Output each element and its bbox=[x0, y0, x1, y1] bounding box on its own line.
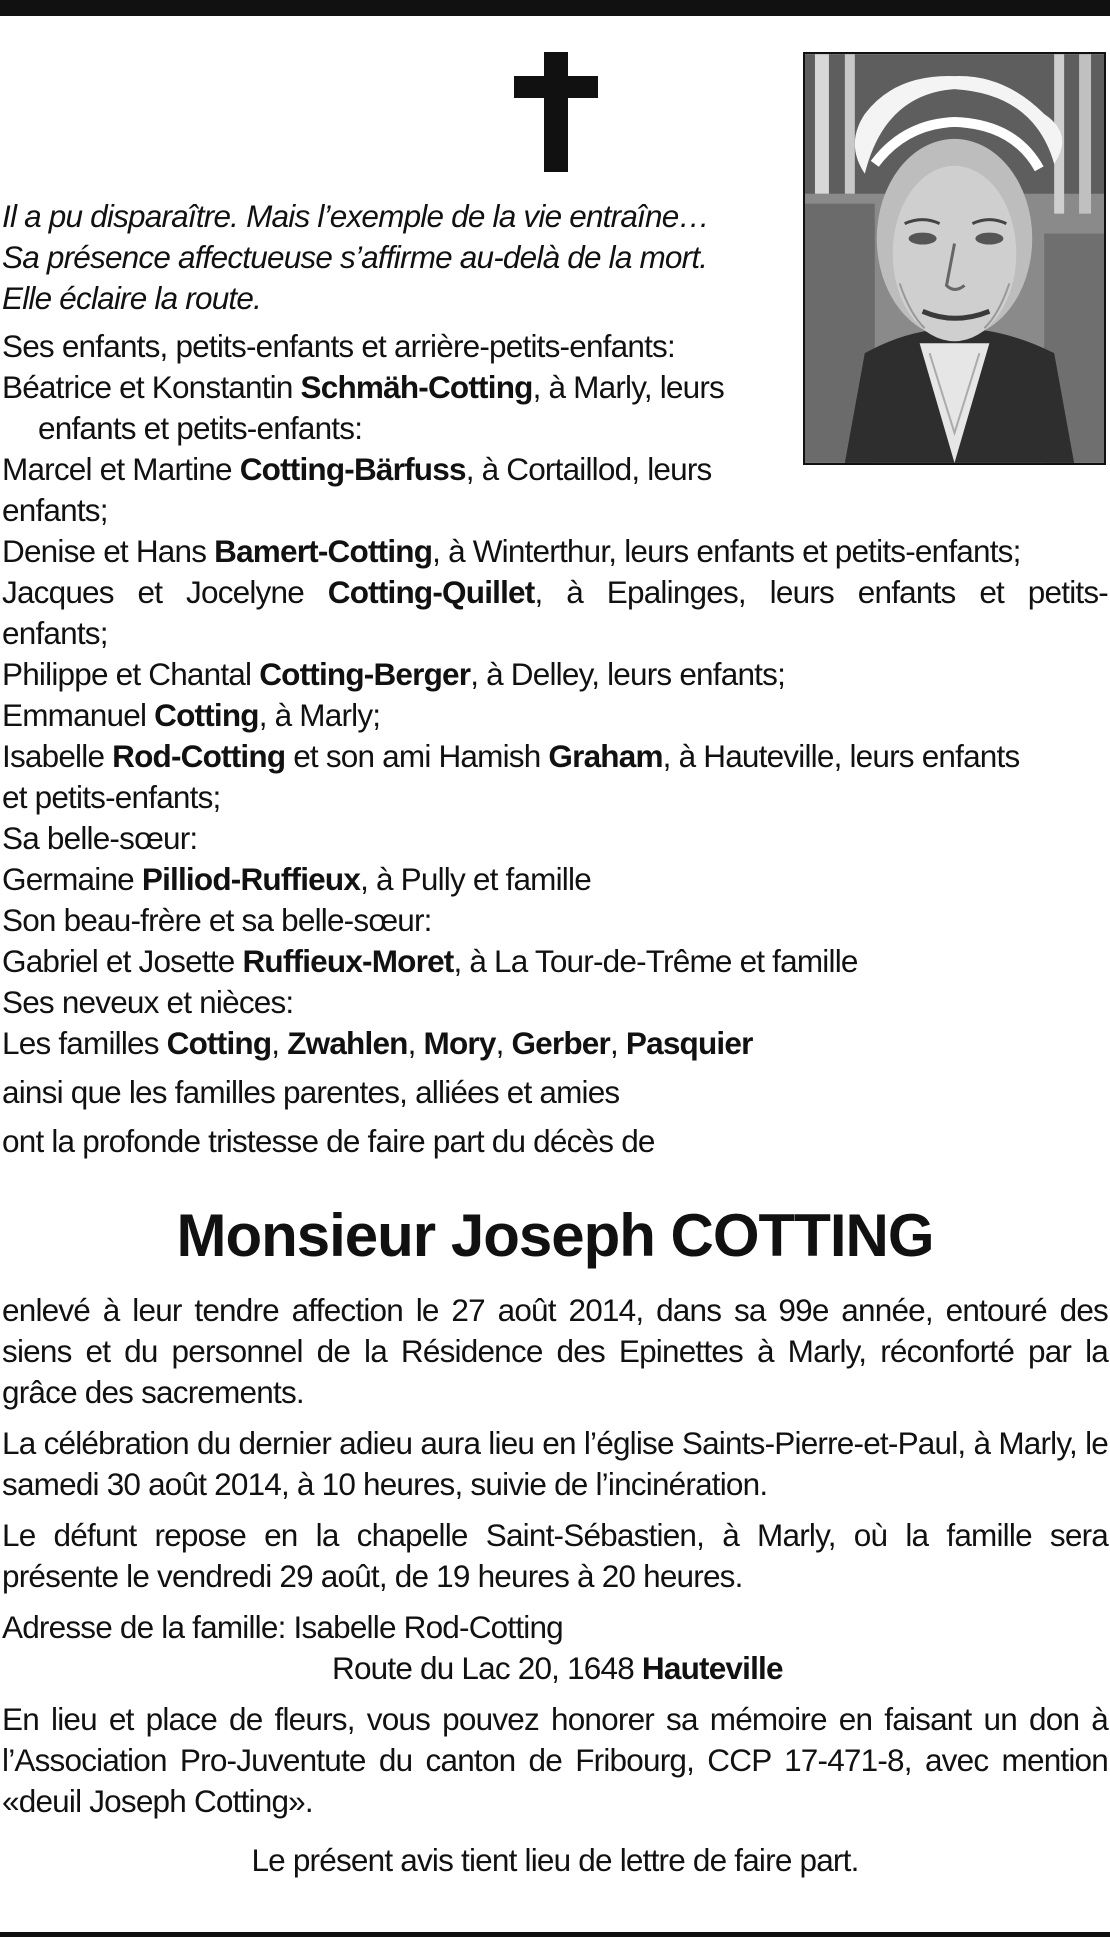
family-entry-cont: enfants; bbox=[2, 615, 108, 651]
address-city: Hauteville bbox=[641, 1650, 783, 1686]
family-name: Rod-Cotting bbox=[112, 738, 286, 774]
entry-text: , à Pully et famille bbox=[360, 861, 591, 897]
entry-text: Denise et Hans bbox=[2, 533, 215, 569]
family-entry bbox=[2, 695, 1108, 736]
family-name: Cotting-Quillet bbox=[327, 574, 535, 610]
family-entry bbox=[2, 736, 1108, 777]
family-entry bbox=[2, 1023, 1108, 1064]
family-name: Cotting bbox=[166, 1025, 272, 1061]
family-name: Pasquier bbox=[625, 1025, 753, 1061]
entry-text: Jacques et Jocelyne bbox=[2, 574, 328, 610]
entry-text: , à Cortaillod, leurs bbox=[465, 451, 712, 487]
entry-text: Philippe et Chantal bbox=[2, 656, 260, 692]
family-list bbox=[2, 326, 1108, 1162]
paragraph-ceremony: La célébration du dernier adieu aura lieu en l’église Saints-Pierre-et-Paul, à Marly, le samedi 30 août 2014, à 10 heures, suivie de l’incinération. bbox=[2, 1425, 1108, 1502]
entry-text: et son ami Hamish bbox=[285, 738, 549, 774]
announce-line: ont la profonde tristesse de faire part du décès de bbox=[2, 1123, 655, 1159]
quote-line: Sa présence affectueuse s’affirme au-delà de la mort. bbox=[2, 239, 708, 275]
family-entry bbox=[2, 654, 1108, 695]
separator: , bbox=[407, 1025, 424, 1061]
entry-text: , à Hauteville, leurs enfants bbox=[662, 738, 1020, 774]
entry-text: Béatrice et Konstantin bbox=[2, 369, 301, 405]
obituary-body bbox=[2, 1290, 1108, 1891]
section-label: Son beau-frère et sa belle-sœur: bbox=[2, 902, 432, 938]
family-name: Cotting-Bärfuss bbox=[239, 451, 466, 487]
entry-text: Germaine bbox=[2, 861, 142, 897]
family-name: Pilliod-Ruffieux bbox=[141, 861, 361, 897]
family-entry bbox=[2, 449, 1108, 490]
quote-line: Elle éclaire la route. bbox=[2, 280, 262, 316]
entry-text: Emmanuel bbox=[2, 697, 155, 733]
family-entry-cont: enfants et petits-enfants: bbox=[38, 410, 363, 446]
entry-text: Les familles bbox=[2, 1025, 167, 1061]
family-entry-cont: enfants; bbox=[2, 492, 108, 528]
family-name: Bamert-Cotting bbox=[214, 533, 433, 569]
family-entry bbox=[2, 531, 1108, 572]
also-line: ainsi que les familles parentes, alliées et amies bbox=[2, 1074, 620, 1110]
entry-text: , à Delley, leurs enfants; bbox=[470, 656, 786, 692]
family-intro: Ses enfants, petits-enfants et arrière-petits-enfants: bbox=[2, 328, 675, 364]
entry-text: , à Winterthur, leurs enfants et petits-enfants; bbox=[432, 533, 1021, 569]
section-label: Ses neveux et nièces: bbox=[2, 984, 294, 1020]
entry-text: , à Marly; bbox=[258, 697, 381, 733]
entry-text: Marcel et Martine bbox=[2, 451, 240, 487]
family-name: Ruffieux-Moret bbox=[242, 943, 454, 979]
quote-line: Il a pu disparaître. Mais l’exemple de la vie entraîne… bbox=[2, 198, 710, 234]
deceased-name: Monsieur Joseph COTTING bbox=[176, 1202, 934, 1269]
top-rule bbox=[0, 0, 1110, 16]
entry-text: , à Marly, leurs bbox=[532, 369, 725, 405]
epigraph-quote bbox=[2, 196, 782, 319]
address-line bbox=[2, 1648, 1108, 1689]
entry-text: Isabelle bbox=[2, 738, 113, 774]
family-name: Graham bbox=[548, 738, 663, 774]
family-address bbox=[2, 1607, 1108, 1689]
address-line: Adresse de la famille: Isabelle Rod-Cotting bbox=[2, 1609, 563, 1645]
separator: , bbox=[609, 1025, 626, 1061]
family-entry bbox=[2, 941, 1108, 982]
cross-icon bbox=[514, 52, 598, 172]
paragraph-repose: Le défunt repose en la chapelle Saint-Sébastien, à Marly, où la famille sera présente le vendredi 29 août, de 19 heures à 20 heures. bbox=[2, 1517, 1108, 1594]
family-entry bbox=[2, 367, 1108, 408]
family-name: Mory bbox=[423, 1025, 496, 1061]
entry-text: Gabriel et Josette bbox=[2, 943, 243, 979]
paragraph-donation: En lieu et place de fleurs, vous pouvez honorer sa mémoire en faisant un don à l’Association Pro-Juventute du canton de Fribourg, CCP 17-471-8, avec mention «deuil Joseph Cotting». bbox=[2, 1701, 1108, 1819]
family-name: Cotting-Berger bbox=[259, 656, 471, 692]
section-label: Sa belle-sœur: bbox=[2, 820, 198, 856]
entry-text: , à Epalinges, leurs enfants et petits- bbox=[534, 574, 1108, 610]
entry-text: , à La Tour-de-Trême et famille bbox=[453, 943, 858, 979]
family-name: Cotting bbox=[154, 697, 259, 733]
address-street: Route du Lac 20, 1648 bbox=[332, 1650, 642, 1686]
family-name: Gerber bbox=[511, 1025, 610, 1061]
bottom-rule bbox=[0, 1932, 1110, 1937]
separator: , bbox=[271, 1025, 288, 1061]
separator: , bbox=[495, 1025, 512, 1061]
closing-note: Le présent avis tient lieu de lettre de faire part. bbox=[251, 1842, 859, 1878]
family-entry-cont: et petits-enfants; bbox=[2, 779, 221, 815]
family-entry bbox=[2, 572, 1108, 613]
family-entry bbox=[2, 859, 1108, 900]
paragraph-death: enlevé à leur tendre affection le 27 août 2014, dans sa 99e année, entouré des siens et du personnel de la Résidence des Epinettes à Marly, réconforté par la grâce des sacrements. bbox=[2, 1292, 1108, 1410]
family-name: Schmäh-Cotting bbox=[300, 369, 533, 405]
family-name: Zwahlen bbox=[287, 1025, 408, 1061]
